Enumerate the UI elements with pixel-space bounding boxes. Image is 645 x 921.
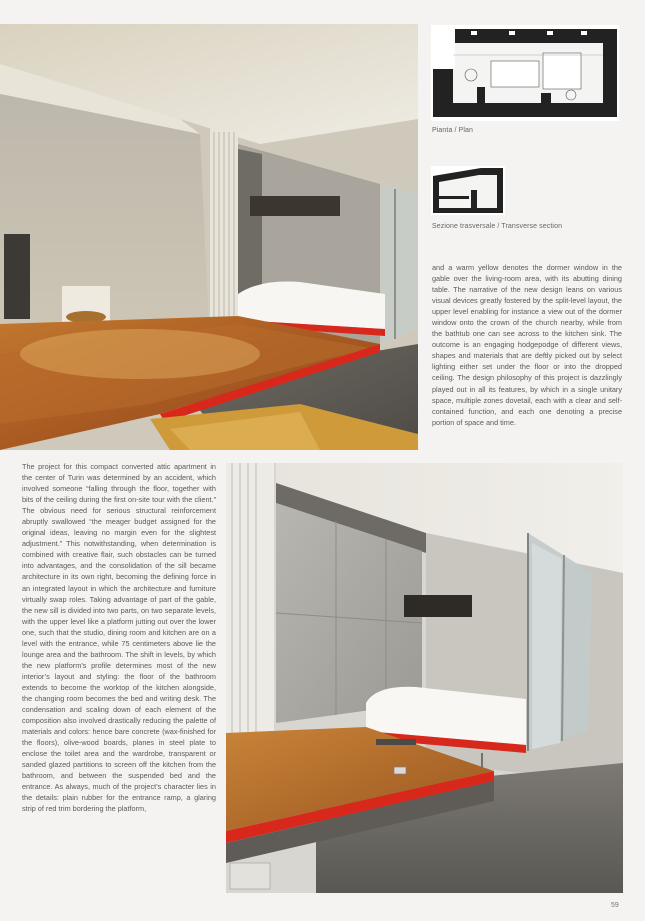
plan-caption: Pianta / Plan: [432, 127, 473, 134]
body-text-left: The project for this compact converted attic apartment in the center of Turin was determined by an accident, which involved someone “falling through the floor, together with bits of the ceiling during the first on-site tour with the client.” The obvious need for serious structural reinforcement abruptly swallowed “the meager budget assigned for the original ideas, leaving no margin even for the slightest adjustment.” This notwithstanding, when determination is combined with creative flair, such obstacles can be turned into advantages, and the consolidation of the sill became architecture in its own right, becoming the defining force in an integrated layout in which the architecture and furniture virtually swap roles. Taking advantage of part of the gable, the new sill is divided into two parts, on two separate levels, with the upper level like a platform jutting out over the lower one, such that the studio, dining room and kitchen are on a level with the entrance, while 75 centimeters above lie the lounge area and the bathroom. The shift in levels, by which the new platform’s profile determines most of the new interior’s layout and styling: the floor of the bathroom extends to become the worktop of the kitchen alongside, the changing room becomes the bed and writing desk. The condensation and scaling down of each element of the composition also involved drastically reducing the palette of materials and colors: hence bare concrete (wax-finished for the floors), olive-wood boards, planes in steel plate to enclose the toilet area and the wardrobe, transparent or sanded glazed partitions to screen off the kitchen from the bathroom, and between the suspended bed and the entrance. As always, much of the project’s character lies in the details: plain rubber for the entrance ramp, a glaring strip of red trim bordering the platform,: [22, 462, 216, 814]
body-text-right: and a warm yellow denotes the dormer window in the gable over the living-room area, with its abutting dining table. The narrative of the new design leans on various visual devices greatly fostered by the split-level layout, the upper level enabling for instance a view out of the dormer window onto the crown of the church nearby, while from the bathtub one can see across to the kitchen sink. The outcome is an engaging hodgepodge of different views, shapes and materials that are deftly picked out by select lighting either set under the floor or into the dropped ceiling. The design philosophy of this project is dazzlingly played out in all its features, by which in a single unitary space, multiple zones dovetail, each with a clear and self-contained function, and each one denoting a precise portion of space and time.: [432, 263, 622, 427]
page-number: 59: [611, 902, 619, 909]
floor-plan-drawing: [431, 25, 619, 121]
section-caption: Sezione trasversale / Transverse section: [432, 223, 563, 230]
section-drawing: [431, 166, 505, 215]
photo-interior-top: [0, 24, 418, 450]
photo-interior-bottom: [226, 463, 623, 893]
